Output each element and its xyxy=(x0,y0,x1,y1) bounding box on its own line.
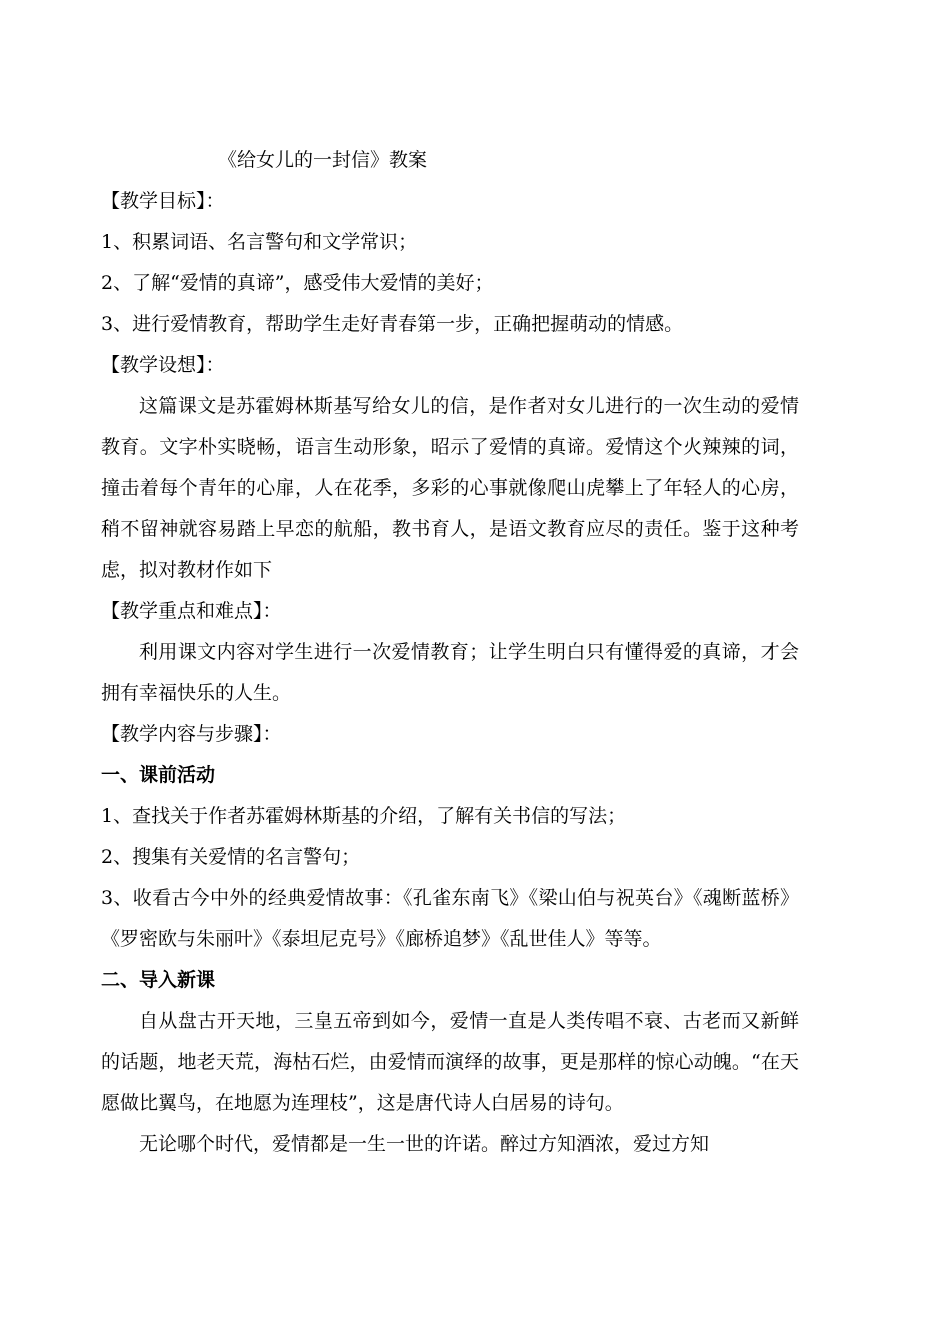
section1-item: 3、收看古今中外的经典爱情故事：《孔雀东南飞》《梁山伯与祝英台》《魂断蓝桥》《罗密欧与朱丽叶》《泰坦尼克号》《廊桥追梦》《乱世佳人》等等。 xyxy=(101,887,799,950)
objective-item: 2、了解“爱情的真谛”，感受伟大爱情的美好； xyxy=(101,272,494,294)
concept-paragraph: 这篇课文是苏霍姆林斯基写给女儿的信，是作者对女儿进行的一次生动的爱情教育。文字朴实晓畅，语言生动形象，昭示了爱情的真谛。爱情这个火辣辣的词，撞击着每个青年的心扉，人在花季，多彩的心事就像爬山虎攀上了年轻人的心房，稍不留神就容易踏上早恋的航船，教书育人，是语文教育应尽的责任。鉴于这种考虑，拟对教材作如下 xyxy=(101,395,799,581)
section2-heading: 二、导入新课 xyxy=(101,969,216,991)
section1-item: 1、查找关于作者苏霍姆林斯基的介绍，了解有关书信的写法； xyxy=(101,805,627,827)
keypoints-paragraph: 利用课文内容对学生进行一次爱情教育；让学生明白只有懂得爱的真谛，才会拥有幸福快乐的人生。 xyxy=(101,641,799,704)
objective-item: 1、积累词语、名言警句和文学常识； xyxy=(101,231,418,253)
objective-item: 3、进行爱情教育，帮助学生走好青春第一步，正确把握萌动的情感。 xyxy=(101,313,684,335)
section2-paragraph: 自从盘古开天地，三皇五帝到如今，爱情一直是人类传唱不衰、古老而又新鲜的话题，地老天荒，海枯石烂，由爱情而演绎的故事，更是那样的惊心动魄。“在天愿做比翼鸟，在地愿为连理枝”，这是唐代诗人白居易的诗句。 xyxy=(101,1010,799,1114)
section1-heading: 一、课前活动 xyxy=(101,764,216,786)
concept-heading: 【教学设想】： xyxy=(101,354,225,376)
document-title: 《给女儿的一封信》教案 xyxy=(218,149,428,171)
section2-paragraph: 无论哪个时代，爱情都是一生一世的许诺。醉过方知酒浓，爱过方知 xyxy=(139,1133,710,1155)
document-page xyxy=(101,140,799,1165)
keypoints-heading: 【教学重点和难点】： xyxy=(101,600,282,622)
steps-heading: 【教学内容与步骤】： xyxy=(101,723,282,745)
section1-item: 2、搜集有关爱情的名言警句； xyxy=(101,846,361,868)
objectives-heading: 【教学目标】： xyxy=(101,190,225,212)
